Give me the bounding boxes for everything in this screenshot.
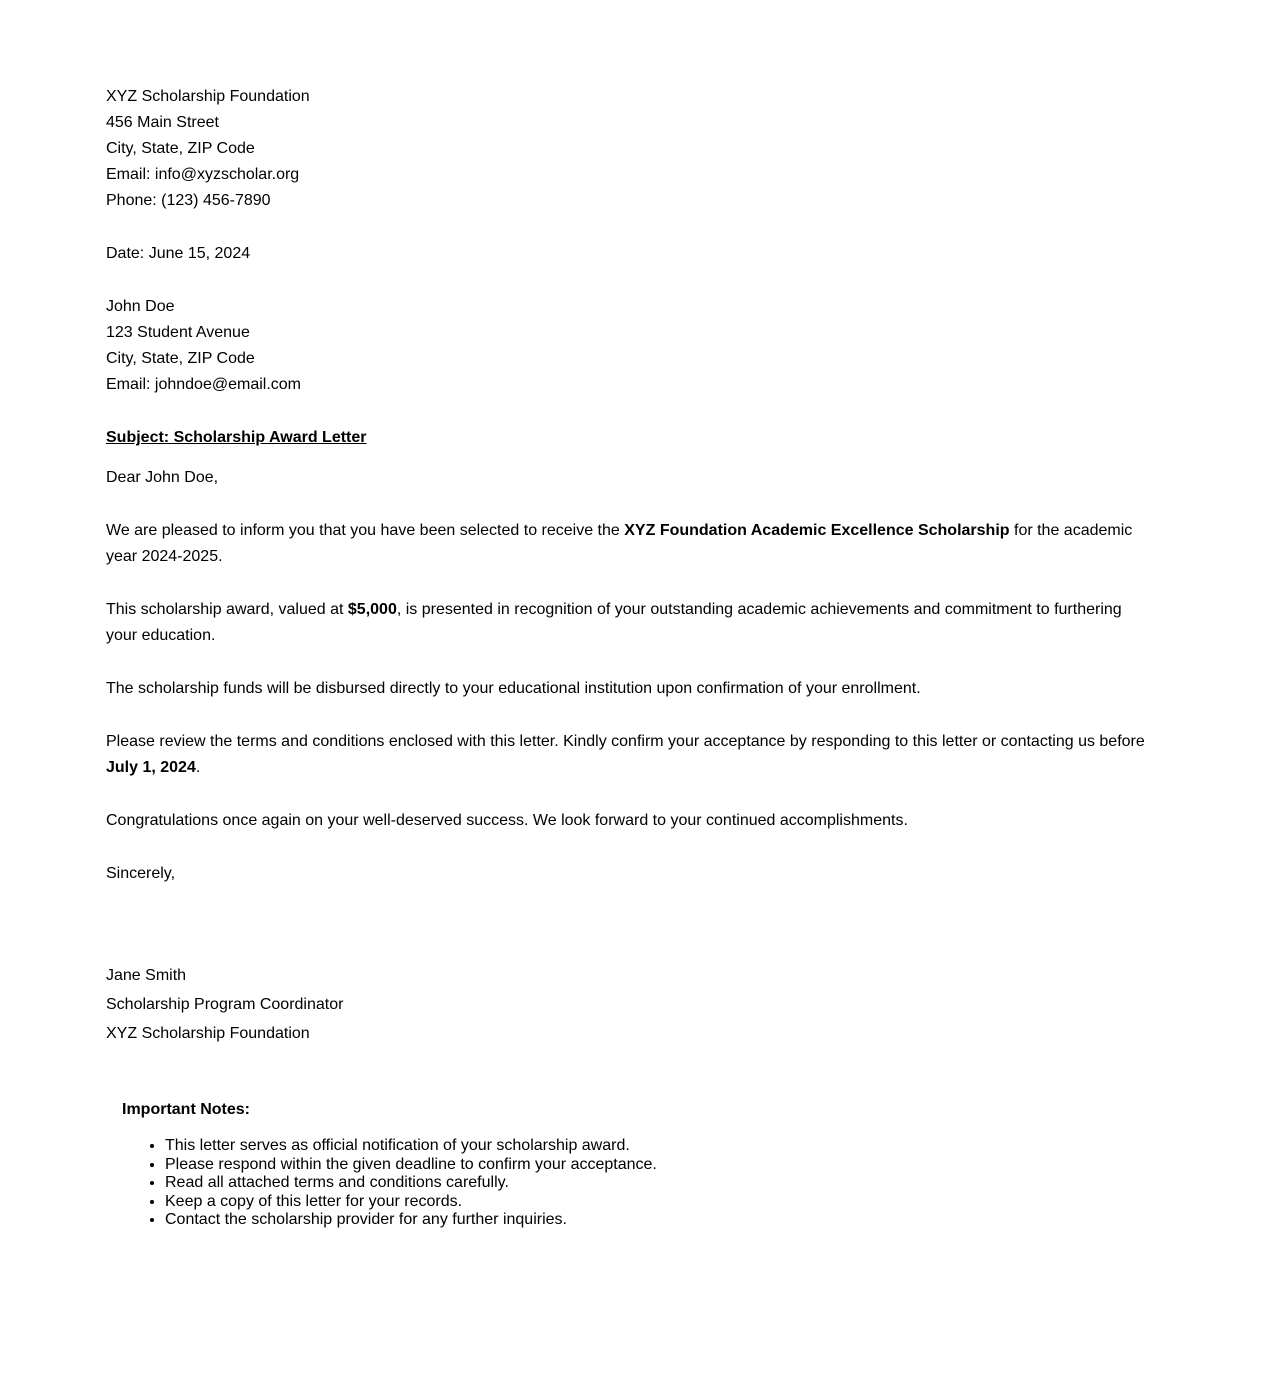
paragraph-congratulations: Congratulations once again on your well-deserved success. We look forward to your continued accomplishments.: [106, 812, 908, 829]
subject-text: Subject: Scholarship Award Letter: [106, 429, 367, 446]
signature-name: Jane Smith: [106, 967, 187, 984]
recipient-street: 123 Student Avenue: [106, 324, 250, 341]
recipient-city: City, State, ZIP Code: [106, 350, 255, 367]
paragraph-award-value: This scholarship award, valued at $5,000, is presented in recognition of your outstanding academic achievements and commitment to furthering your education.: [106, 601, 1122, 644]
sender-email: Email: info@xyzscholar.org: [106, 166, 300, 183]
signature-organization: XYZ Scholarship Foundation: [106, 1025, 310, 1042]
note-item-respond-deadline: • Please respond within the given deadline to confirm your acceptance.: [165, 1156, 1157, 1175]
letter-date: Date: June 15, 2024: [106, 245, 251, 262]
paragraph-terms-deadline: Please review the terms and conditions enclosed with this letter. Kindly confirm your acceptance by responding to this letter or contacting us before July 1, 2024.: [106, 733, 1145, 776]
sender-name: XYZ Scholarship Foundation: [106, 88, 310, 105]
salutation: Dear John Doe,: [106, 469, 219, 486]
note-item-read-terms: • Read all attached terms and conditions carefully.: [165, 1174, 1157, 1193]
signature-space: [106, 887, 1157, 961]
signature-title: Scholarship Program Coordinator: [106, 996, 344, 1013]
recipient-name: John Doe: [106, 298, 175, 315]
sender-phone: Phone: (123) 456-7890: [106, 192, 271, 209]
recipient-email: Email: johndoe@email.com: [106, 376, 301, 393]
notes-section: [122, 1097, 1157, 1230]
paragraph-award-announcement: We are pleased to inform you that you have been selected to receive the XYZ Foundation Academic Excellence Scholarship for the academic year 2024-2025.: [106, 522, 1133, 565]
closing: Sincerely,: [106, 865, 176, 882]
note-item-contact-provider: • Contact the scholarship provider for any further inquiries.: [165, 1211, 1157, 1230]
signature-block: [106, 961, 1157, 1048]
notes-heading: Important Notes:: [122, 1101, 250, 1118]
sender-street: 456 Main Street: [106, 114, 219, 131]
notes-list: [122, 1137, 1157, 1230]
recipient-block: [106, 294, 1157, 398]
paragraph-disbursement: The scholarship funds will be disbursed directly to your educational institution upon confirmation of your enrollment.: [106, 680, 921, 697]
note-item-official-notification: • This letter serves as official notification of your scholarship award.: [165, 1137, 1157, 1156]
note-item-keep-copy: • Keep a copy of this letter for your records.: [165, 1193, 1157, 1212]
sender-block: [106, 84, 1157, 214]
sender-city: City, State, ZIP Code: [106, 140, 255, 157]
subject-line: [106, 425, 1157, 451]
